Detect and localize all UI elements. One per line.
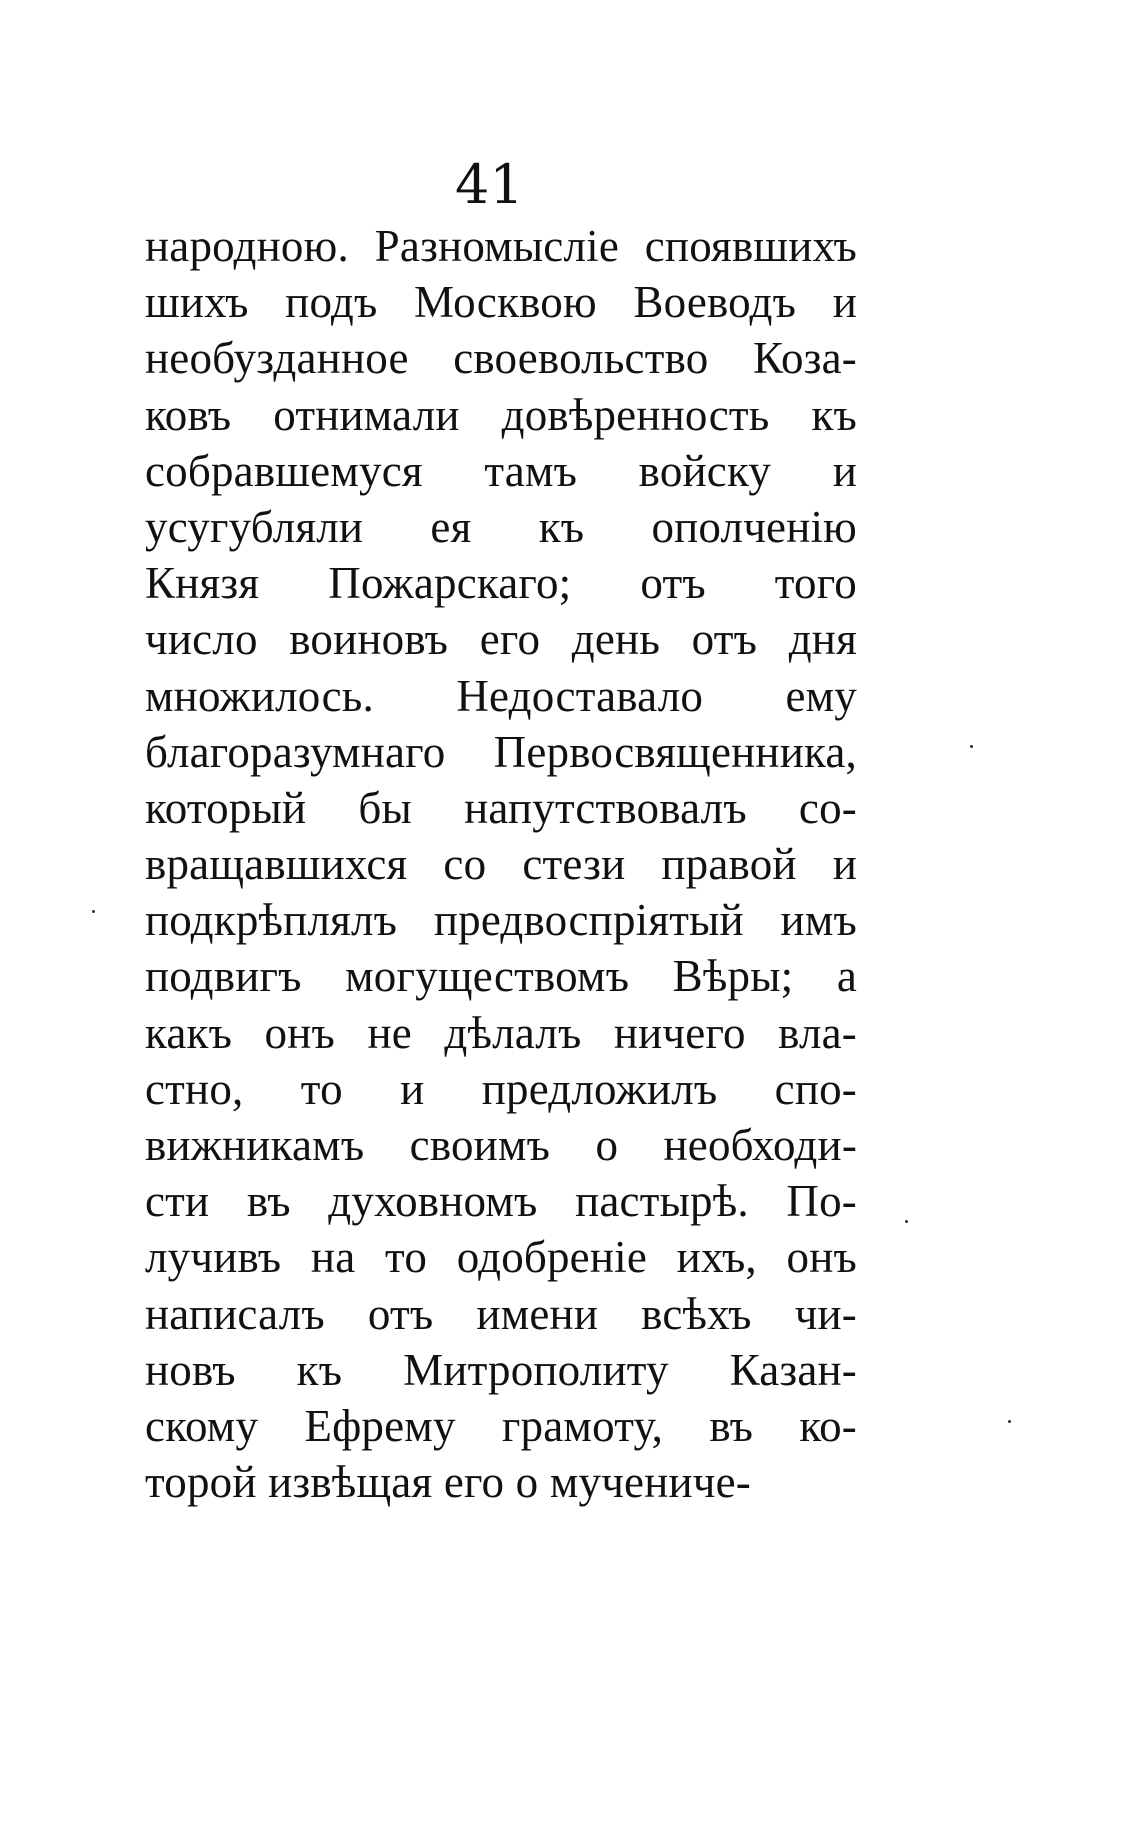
text-line: который бы напутствовалъ со- xyxy=(145,782,857,833)
text-line: написалъ отъ имени всѣхъ чи- xyxy=(145,1288,857,1339)
text-line: стно, то и предложилъ спо- xyxy=(145,1063,857,1114)
text-line: шихъ подъ Москвою Воеводъ и xyxy=(145,277,857,328)
print-speck xyxy=(1008,1420,1011,1423)
text-line: сти въ духовномъ пастырѣ. По- xyxy=(145,1176,857,1227)
text-line: собравшемуся тамъ войску и xyxy=(145,445,857,496)
text-line: подвигъ могуществомъ Вѣры; а xyxy=(145,951,857,1002)
text-line: вращавшихся со стези правой и xyxy=(145,839,857,890)
text-line: необузданное своевольство Коза- xyxy=(145,333,857,384)
print-speck xyxy=(905,1220,908,1223)
text-line: множилось. Недоставало ему xyxy=(145,670,857,721)
text-line: Князя Пожарскаго; отъ того xyxy=(145,558,857,609)
text-line: какъ онъ не дѣлалъ ничего вла- xyxy=(145,1007,857,1058)
text-line: усугубляли ея къ ополченію xyxy=(145,501,857,552)
text-line: новъ къ Митрополиту Казан- xyxy=(145,1344,857,1395)
text-line: число воиновъ его день отъ дня xyxy=(145,614,857,665)
page-number: 41 xyxy=(455,153,524,216)
text-line: благоразумнаго Первосвященника, xyxy=(145,726,857,777)
text-line: народною. Разномысліе споявшихъ xyxy=(145,221,857,271)
text-line: вижникамъ своимъ о необходи- xyxy=(145,1120,857,1170)
text-line: скому Ефрему грамоту, въ ко- xyxy=(145,1400,857,1451)
print-speck xyxy=(970,745,973,748)
text-line: ковъ отнимали довѣренность къ xyxy=(145,389,857,440)
text-line: подкрѣплялъ предвоспріятый имъ xyxy=(145,895,857,946)
body-text xyxy=(145,218,857,1510)
text-line: лучивъ на то одобреніе ихъ, онъ xyxy=(145,1232,857,1283)
text-line: торой извѣщая его о мучениче- xyxy=(145,1457,751,1508)
print-speck xyxy=(92,910,95,913)
